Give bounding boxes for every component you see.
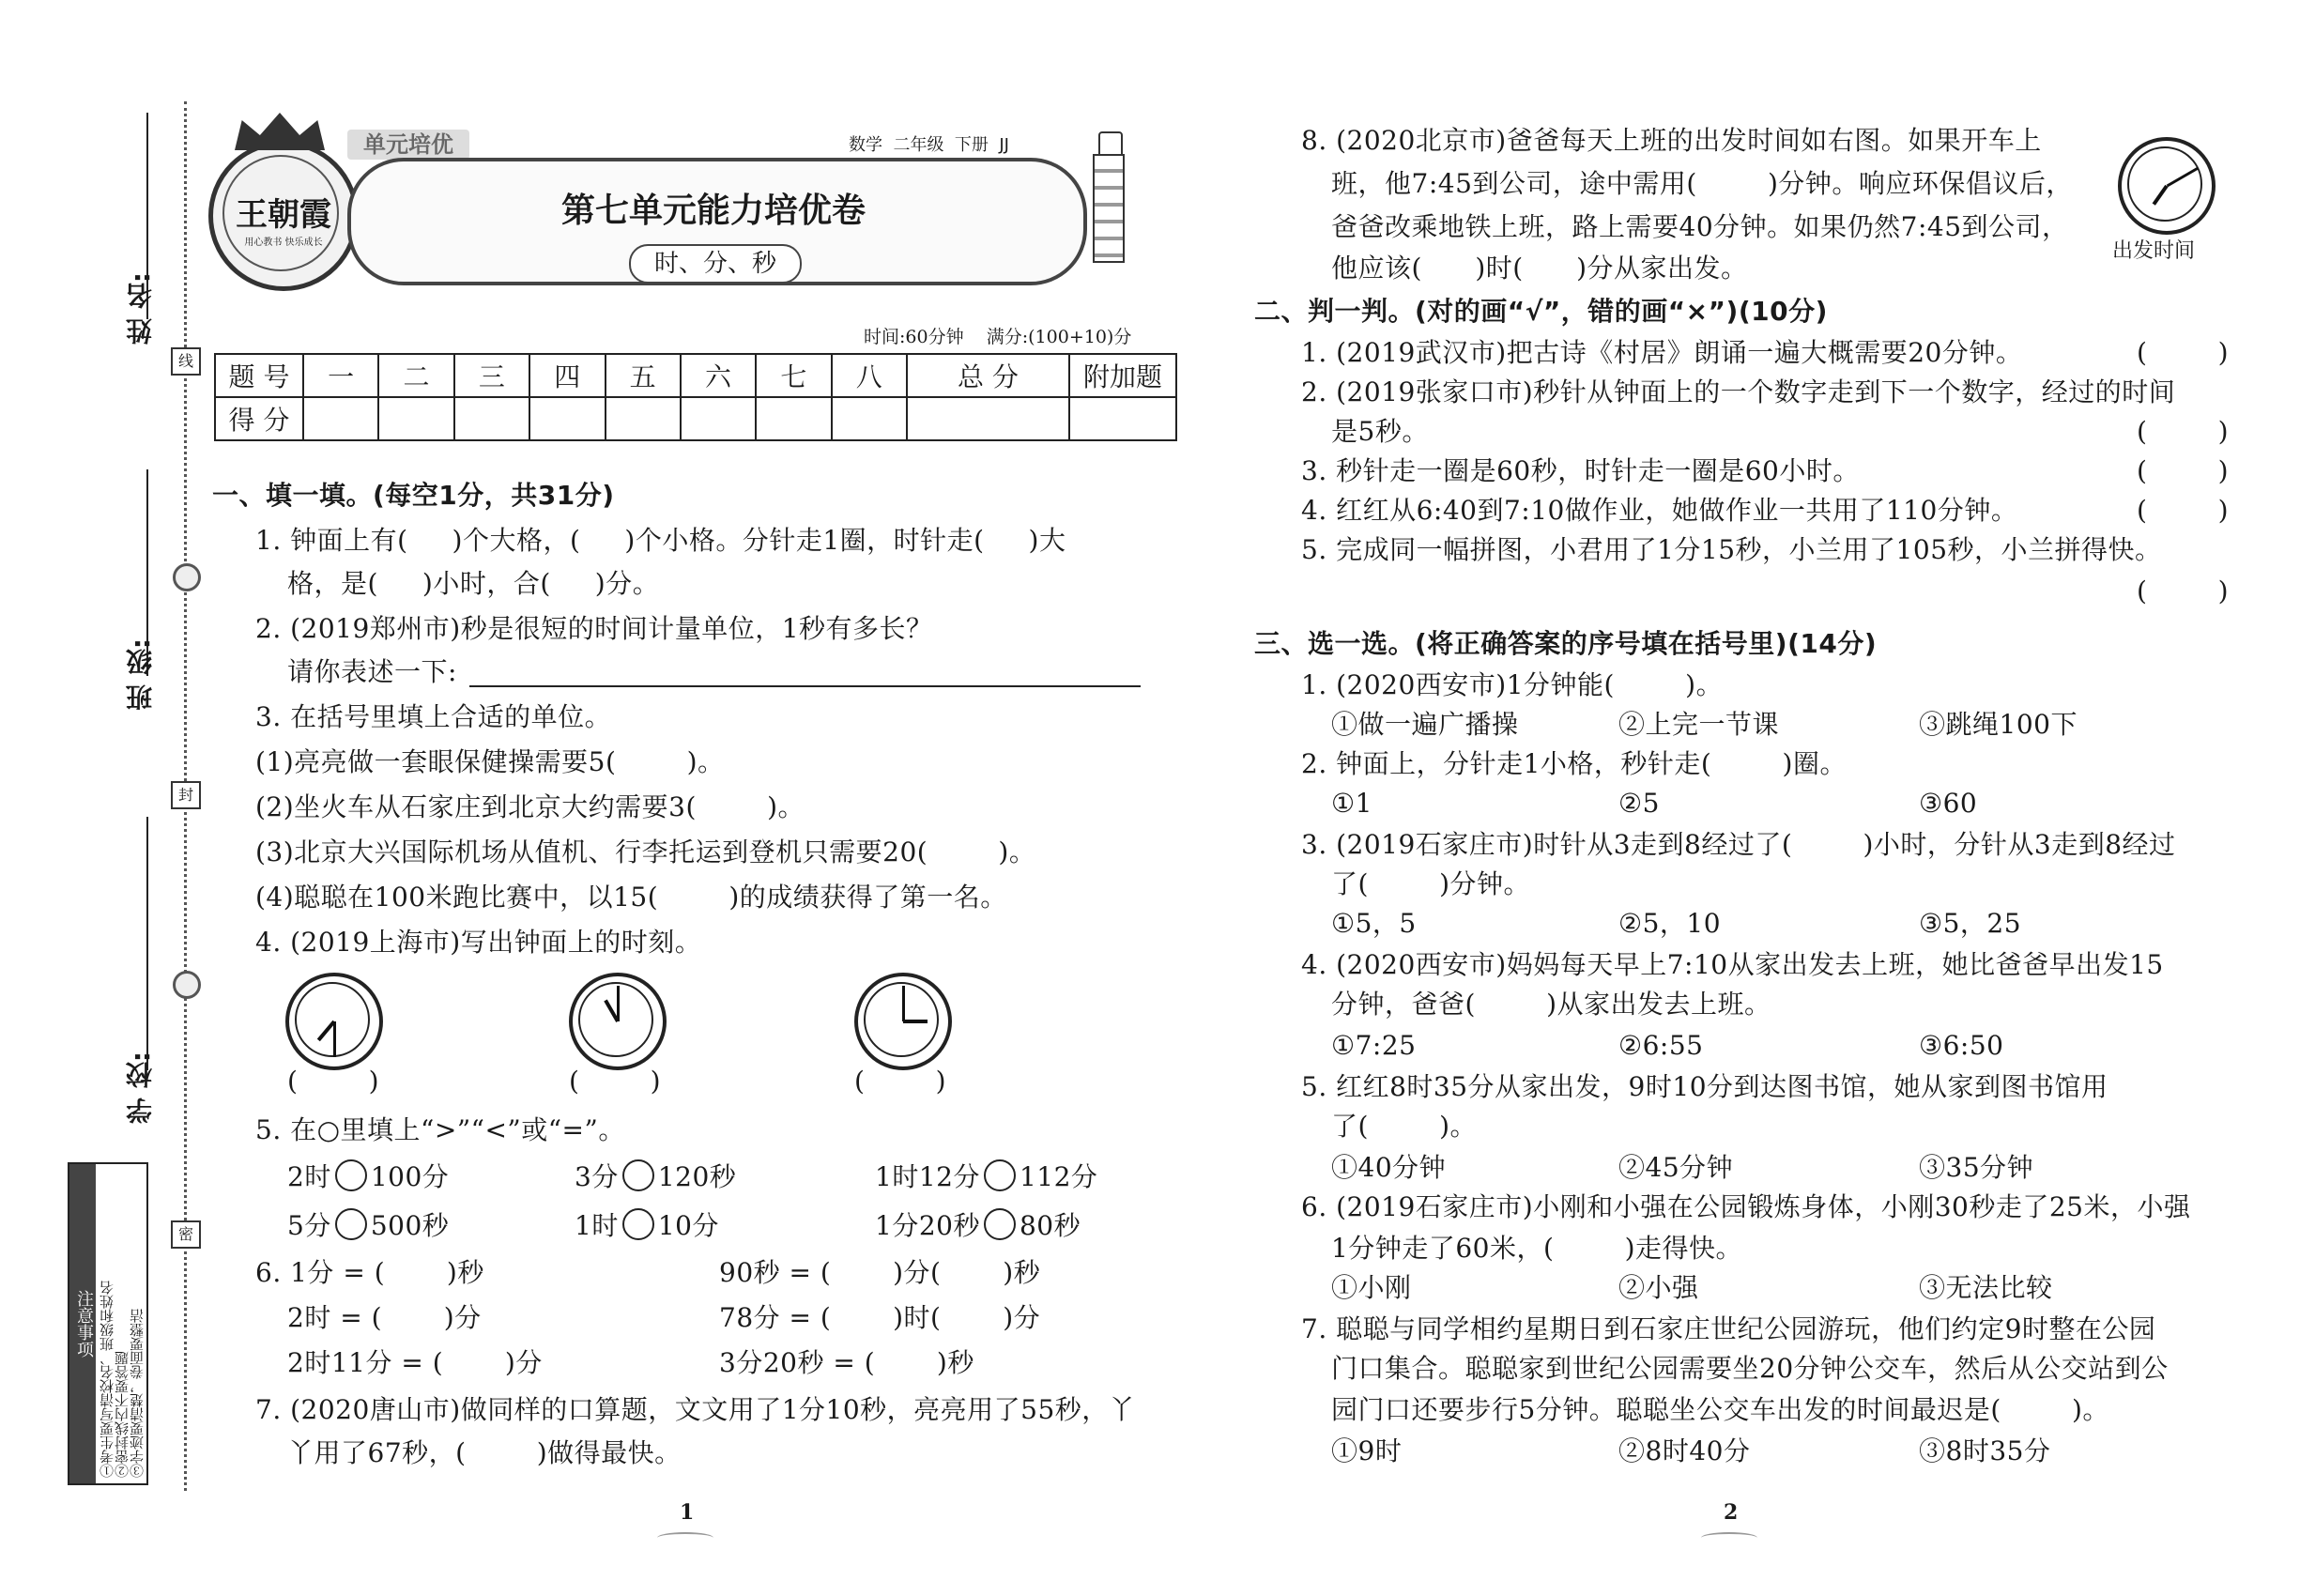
score-cell[interactable] (756, 397, 831, 440)
question-6-row-2b: 78分 = ( )时( )分 (719, 1302, 1041, 1333)
score-value-row (215, 397, 1176, 440)
option[interactable]: ①9时 (1331, 1435, 1403, 1466)
section-2-heading: 二、判一判。(对的画“√”，错的画“×”)(10分) (1254, 296, 1828, 327)
option[interactable]: ③6:50 (1919, 1030, 2004, 1061)
answer-paren[interactable]: ( ) (2137, 416, 2230, 447)
score-col: 六 (681, 354, 756, 397)
question-5: 5. 在○里填上“>”“<”或“=”。 (255, 1114, 625, 1145)
judge-5: 5. 完成同一幅拼图，小君用了1分15秒，小兰用了105秒，小兰拼得快。 (1301, 534, 2162, 565)
judge-1: 1. (2019武汉市)把古诗《村居》朗诵一遍大概需要20分钟。 (1301, 337, 2023, 368)
score-col: 七 (756, 354, 831, 397)
choice-3-line-1: 3. (2019石家庄市)时针从3走到8经过了( )小时，分针从3走到8经过 (1301, 829, 2176, 860)
score-col-label: 题 号 (215, 354, 303, 397)
choice-7-line-3: 园门口还要步行5分钟。聪聪坐公交车出发的时间最迟是( )。 (1331, 1394, 2109, 1425)
page-number-right: 2 (1724, 1500, 1739, 1525)
score-col: 总 分 (907, 354, 1069, 397)
choice-5-line-1: 5. 红红8时35分从家出发，9时10分到达图书馆，她从家到图书馆用 (1301, 1071, 2108, 1102)
score-header-row (215, 354, 1176, 397)
page-number-left: 1 (680, 1500, 695, 1525)
question-3-2: (2)坐火车从石家庄到北京大约需要3( )。 (255, 791, 805, 822)
score-col: 四 (529, 354, 605, 397)
option[interactable]: ①做一遍广播操 (1331, 709, 1519, 740)
question-8-line-1: 8. (2020北京市)爸爸每天上班的出发时间如右图。如果开车上 (1301, 125, 2042, 156)
score-table (214, 353, 1177, 441)
question-3-4: (4)聪聪在100米跑比赛中，以15( )的成绩获得了第一名。 (255, 882, 1007, 913)
option[interactable]: ③跳绳100下 (1919, 709, 2078, 740)
question-2-line-1: 2. (2019郑州市)秒是很短的时间计量单位，1秒有多长？ (255, 613, 933, 644)
class-label: 班 级: (125, 638, 156, 711)
question-3: 3. 在括号里填上合适的单位。 (255, 701, 612, 732)
choice-6-line-1: 6. (2019石家庄市)小刚和小强在公园锻炼身体，小刚30秒走了25米，小强 (1301, 1191, 2191, 1222)
option[interactable]: ③35分钟 (1919, 1152, 2034, 1183)
choice-7-line-1: 7. 聪聪与同学相约星期日到石家庄世纪公园游玩，他们约定9时整在公园 (1301, 1313, 2156, 1344)
score-cell[interactable] (378, 397, 453, 440)
answer-paren[interactable]: ( ) (2137, 455, 2230, 486)
judge-2-line-2: 是5秒。 (1331, 416, 1429, 447)
score-cell[interactable] (832, 397, 907, 440)
option[interactable]: ①7:25 (1331, 1030, 1417, 1061)
option[interactable]: ③5，25 (1919, 908, 2022, 939)
judge-2-line-1: 2. (2019张家口市)秒针从钟面上的一个数字走到下一个数字，经过的时间 (1301, 376, 2176, 407)
option[interactable]: ①小刚 (1331, 1272, 1412, 1303)
option[interactable]: ①1 (1331, 788, 1372, 819)
judge-4: 4. 红红从6:40到7:10做作业，她做作业一共用了110分钟。 (1301, 495, 2018, 526)
option[interactable]: ②小强 (1618, 1272, 1699, 1303)
question-8-line-2: 班，他7:45到公司，途中需用( )分钟。响应环保倡议后， (1331, 168, 2073, 199)
page-ornament (657, 1532, 713, 1543)
score-cell[interactable] (681, 397, 756, 440)
question-1-line-1: 1. 钟面上有( )个大格，( )个小格。分针走1圈，时针走( )大 (255, 525, 1066, 556)
score-cell[interactable] (454, 397, 529, 440)
choice-6-line-2: 1分钟走了60米，( )走得快。 (1331, 1233, 1742, 1264)
score-col: 三 (454, 354, 529, 397)
compare-item: 1分20秒 80秒 (875, 1210, 1081, 1241)
question-2-line-2: 请你表述一下: (287, 656, 457, 687)
compare-circle[interactable] (622, 1159, 654, 1191)
binder-mark-feng: 封 (171, 781, 201, 809)
question-8-line-3: 爸爸改乘地铁上班，路上需要40分钟。如果仍然7:45到公司， (1331, 211, 2069, 242)
question-6-row-2a: 2时 = ( )分 (287, 1302, 482, 1333)
question-6-row-3b: 3分20秒 = ( )秒 (719, 1347, 974, 1378)
binder-ring (173, 971, 201, 999)
brand-logo (208, 141, 359, 291)
answer-line[interactable] (469, 685, 1141, 687)
question-1-line-2: 格，是( )小时，合( )分。 (287, 568, 660, 599)
answer-paren[interactable]: ( ) (2137, 337, 2230, 368)
compare-item: 1时 10分 (575, 1210, 719, 1241)
page-ornament (1701, 1532, 1757, 1543)
answer-paren[interactable]: ( ) (2137, 575, 2230, 606)
option[interactable]: ②45分钟 (1618, 1152, 1734, 1183)
score-cell[interactable] (529, 397, 605, 440)
compare-circle[interactable] (335, 1159, 367, 1191)
time-info: 时间:60分钟 满分:(100+10)分 (864, 327, 1132, 347)
brand-sub: 用心教书 快乐成长 (244, 238, 323, 248)
clock-caption: 出发时间 (2112, 239, 2196, 263)
judge-3: 3. 秒针走一圈是60秒，时针走一圈是60小时。 (1301, 455, 1860, 486)
clock-face-icon (285, 973, 383, 1070)
option[interactable]: ②5 (1618, 788, 1660, 819)
choice-7-line-2: 门口集合。聪聪家到世纪公园需要坐20分钟公交车，然后从公交站到公 (1331, 1353, 2169, 1384)
answer-paren[interactable]: ( ) (2137, 495, 2230, 526)
question-4: 4. (2019上海市)写出钟面上的时刻。 (255, 927, 702, 958)
option[interactable]: ③8时35分 (1919, 1435, 2051, 1466)
score-col: 二 (378, 354, 453, 397)
compare-circle[interactable] (984, 1208, 1016, 1240)
question-6-row-1b: 90秒 = ( )分( )秒 (719, 1257, 1041, 1288)
choice-2: 2. 钟面上，分针走1小格，秒针走( )圈。 (1301, 748, 1847, 779)
choice-4-line-2: 分钟，爸爸( )从家出发去上班。 (1331, 989, 1771, 1020)
choice-4-line-1: 4. (2020西安市)妈妈每天早上7:10从家出发去上班，她比爸爸早出发15 (1301, 949, 2164, 980)
page-title: 第七单元能力培优卷 (560, 192, 866, 230)
question-8-line-4: 他应该( )时( )分从家出发。 (1331, 253, 1748, 284)
binder-mark-mi: 密 (171, 1220, 201, 1249)
compare-item: 1时12分 112分 (875, 1161, 1098, 1192)
question-7-line-1: 7. (2020唐山市)做同样的口算题，文文用了1分10秒，亮亮用了55秒，丫 (255, 1394, 1136, 1425)
option[interactable]: ②8时40分 (1618, 1435, 1751, 1466)
score-cell[interactable] (606, 397, 681, 440)
binder-ring (173, 563, 201, 591)
score-col: 一 (303, 354, 378, 397)
option[interactable]: ①5，5 (1331, 908, 1417, 939)
answer-blank[interactable]: ( ) (569, 1066, 662, 1097)
score-cell[interactable] (303, 397, 378, 440)
binder-mark-xian: 线 (171, 347, 201, 376)
name-label: 姓 名: (125, 272, 156, 345)
answer-blank[interactable]: ( ) (287, 1066, 380, 1097)
brand-name: 王朝霞 (236, 196, 331, 234)
header-meta: 数学 二年级 下册 JJ (849, 135, 1009, 155)
option[interactable]: ③无法比较 (1919, 1272, 2053, 1303)
question-3-1: (1)亮亮做一套眼保健操需要5( )。 (255, 746, 725, 777)
lighthouse-icon (1089, 131, 1128, 263)
school-label: 学 校: (125, 1051, 156, 1124)
clock-face-icon (569, 973, 667, 1070)
compare-circle[interactable] (335, 1208, 367, 1240)
question-6-row-1a: 6. 1分 = ( )秒 (255, 1257, 484, 1288)
compare-item: 5分 500秒 (287, 1210, 450, 1241)
section-3-heading: 三、选一选。(将正确答案的序号填在括号里)(14分) (1254, 628, 1878, 659)
notes-box (68, 1162, 148, 1485)
compare-circle[interactable] (984, 1159, 1016, 1191)
notes-title: 注意事项 (69, 1164, 96, 1483)
notes-body: ①考生要写清校名、班级和姓名 ②密封线内不要答题 ③字迹要清楚，卷面要整洁 (99, 1281, 146, 1478)
compare-item: 3分 120秒 (575, 1161, 737, 1192)
choice-5-line-2: 了( )。 (1331, 1111, 1478, 1142)
option[interactable]: ②6:55 (1618, 1030, 1704, 1061)
question-3-3: (3)北京大兴国际机场从值机、行李托运到登机只需要20( )。 (255, 836, 1036, 867)
option[interactable]: ②5，10 (1618, 908, 1722, 939)
departure-clock-icon (2118, 137, 2216, 235)
clock-face-icon (854, 973, 952, 1070)
score-col: 五 (606, 354, 681, 397)
score-col: 八 (832, 354, 907, 397)
option[interactable]: ②上完一节课 (1618, 709, 1780, 740)
option[interactable]: ③60 (1919, 788, 1978, 819)
choice-1: 1. (2020西安市)1分钟能( )。 (1301, 669, 1724, 700)
choice-3-line-2: 了( )分钟。 (1331, 868, 1531, 899)
score-cell[interactable] (907, 397, 1069, 440)
section-1-heading: 一、填一填。(每空1分，共31分) (212, 480, 615, 511)
score-col: 附加题 (1069, 354, 1176, 397)
subtitle-tag: 时、分、秒 (629, 244, 802, 284)
question-6-row-3a: 2时11分 = ( )分 (287, 1347, 543, 1378)
question-7-line-2: 丫用了67秒，( )做得最快。 (287, 1437, 682, 1468)
score-cell[interactable] (1069, 397, 1176, 440)
option[interactable]: ①40分钟 (1331, 1152, 1447, 1183)
series-banner: 单元培优 (347, 130, 469, 160)
score-row-label: 得 分 (215, 397, 303, 440)
crown-icon (235, 113, 325, 150)
compare-item: 2时 100分 (287, 1161, 450, 1192)
compare-circle[interactable] (622, 1208, 654, 1240)
answer-blank[interactable]: ( ) (854, 1066, 947, 1097)
